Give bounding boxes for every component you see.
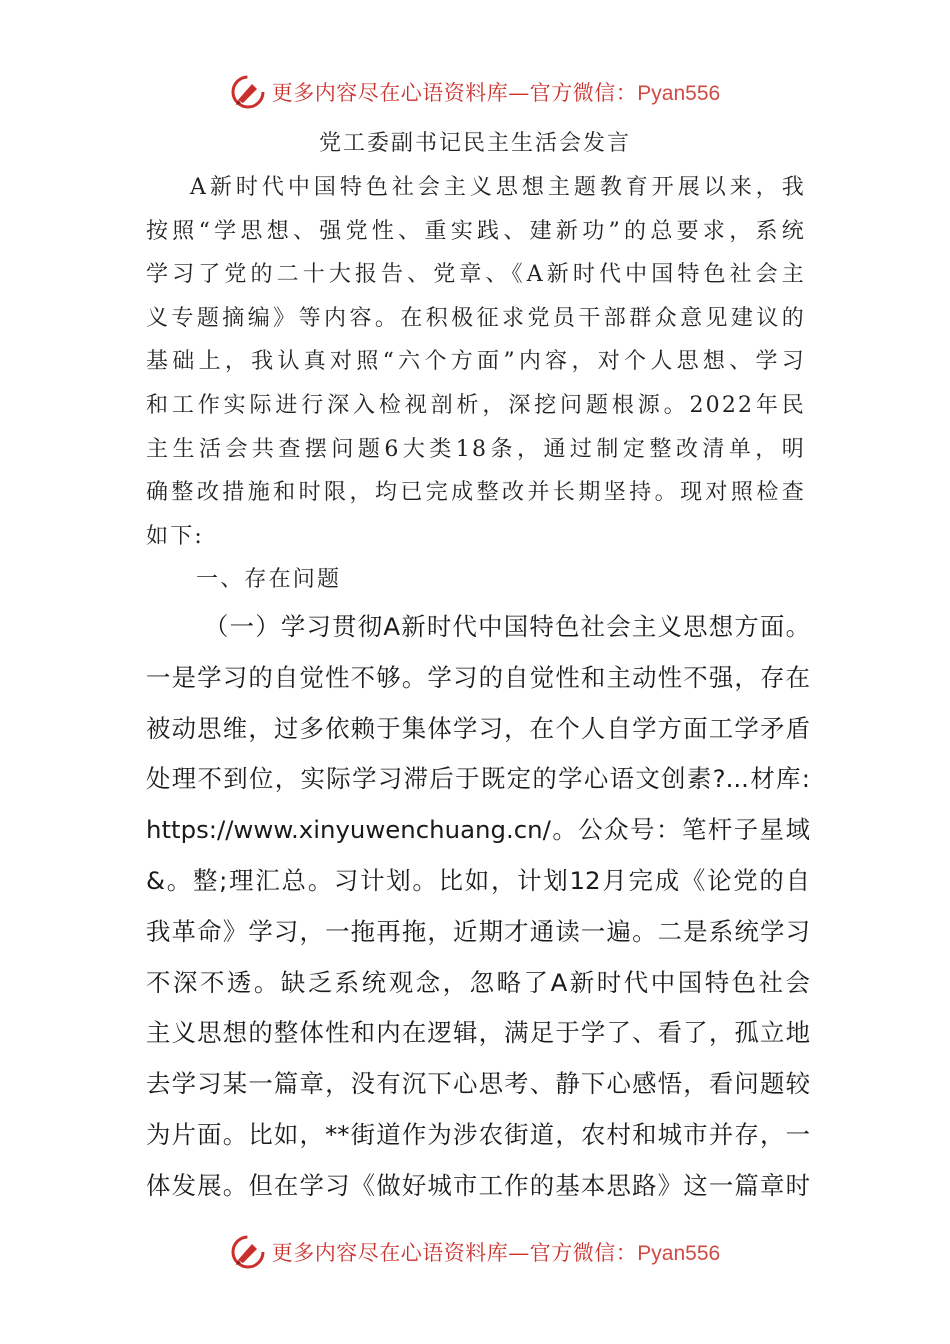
body-line: 处理不到位，实际学习滞后于既定的学心语文创素?...材库: [146,764,810,794]
intro-paragraph [146,166,806,558]
intro-line: 主生活会共查摆问题6大类18条，通过制定整改清单，明 [146,436,806,462]
intro-line: 按照“学思想、强党性、重实践、建新功”的总要求，系统 [146,218,806,244]
body-line: 主义思想的整体性和内在逻辑，满足于学了、看了，孤立地 [146,1018,810,1048]
body-line: 被动思维，过多依赖于集体学习，在个人自学方面工学矛盾 [146,713,810,743]
intro-line: 义专题摘编》等内容。在积极征求党员干部群众意见建议的 [146,305,806,331]
section-heading: 一、存在问题 [196,567,342,592]
watermark-contact: Pyan556 [637,82,721,105]
body-line: 一是学习的自觉性不够。学习的自觉性和主动性不强，存在 [146,662,810,692]
intro-line: 学习了党的二十大报告、党章、《A新时代中国特色社会主 [146,262,806,288]
body-paragraph [146,602,810,1212]
footer-watermark [0,1230,950,1274]
pen-nib-logo-icon [230,1234,266,1270]
intro-line: 基础上，我认真对照“六个方面”内容，对个人思想、学习 [146,349,806,375]
body-line: https://www.xinyuwenchuang.cn/。公众号：笔杆子星域 [146,815,810,845]
intro-line: 确整改措施和时限，均已完成整改并长期坚持。现对照检查 [146,480,806,506]
document-title: 党工委副书记民主生活会发言 [318,131,631,156]
intro-line: 如下: [146,523,205,549]
intro-line: A新时代中国特色社会主义思想主题教育开展以来，我 [190,175,806,200]
pen-nib-logo-icon [230,74,266,110]
header-watermark [0,70,950,114]
body-line: &。整;理汇总。习计划。比如，计划12月完成《论党的自 [146,865,810,895]
watermark-contact: Pyan556 [637,1242,721,1265]
body-line: 体发展。但在学习《做好城市工作的基本思路》这一篇章时 [146,1170,810,1200]
body-line: 不深不透。缺乏系统观念，忽略了A新时代中国特色社会 [146,967,810,997]
body-line: 为片面。比如，**街道作为涉农街道，农村和城市并存，一 [146,1119,810,1149]
body-line: 去学习某一篇章，没有沉下心思考、静下心感悟，看问题较 [146,1069,810,1099]
watermark-text: 更多内容尽在心语资料库—官方微信：Pyan556 [271,1241,721,1265]
body-line: （一）学习贯彻A新时代中国特色社会主义思想方面。 [204,612,810,641]
body-line: 我革命》学习，一拖再拖，近期才通读一遍。二是系统学习 [146,916,810,946]
intro-line: 和工作实际进行深入检视剖析，深挖问题根源。2022年民 [146,392,806,418]
watermark-text: 更多内容尽在心语资料库—官方微信：Pyan556 [271,81,721,105]
